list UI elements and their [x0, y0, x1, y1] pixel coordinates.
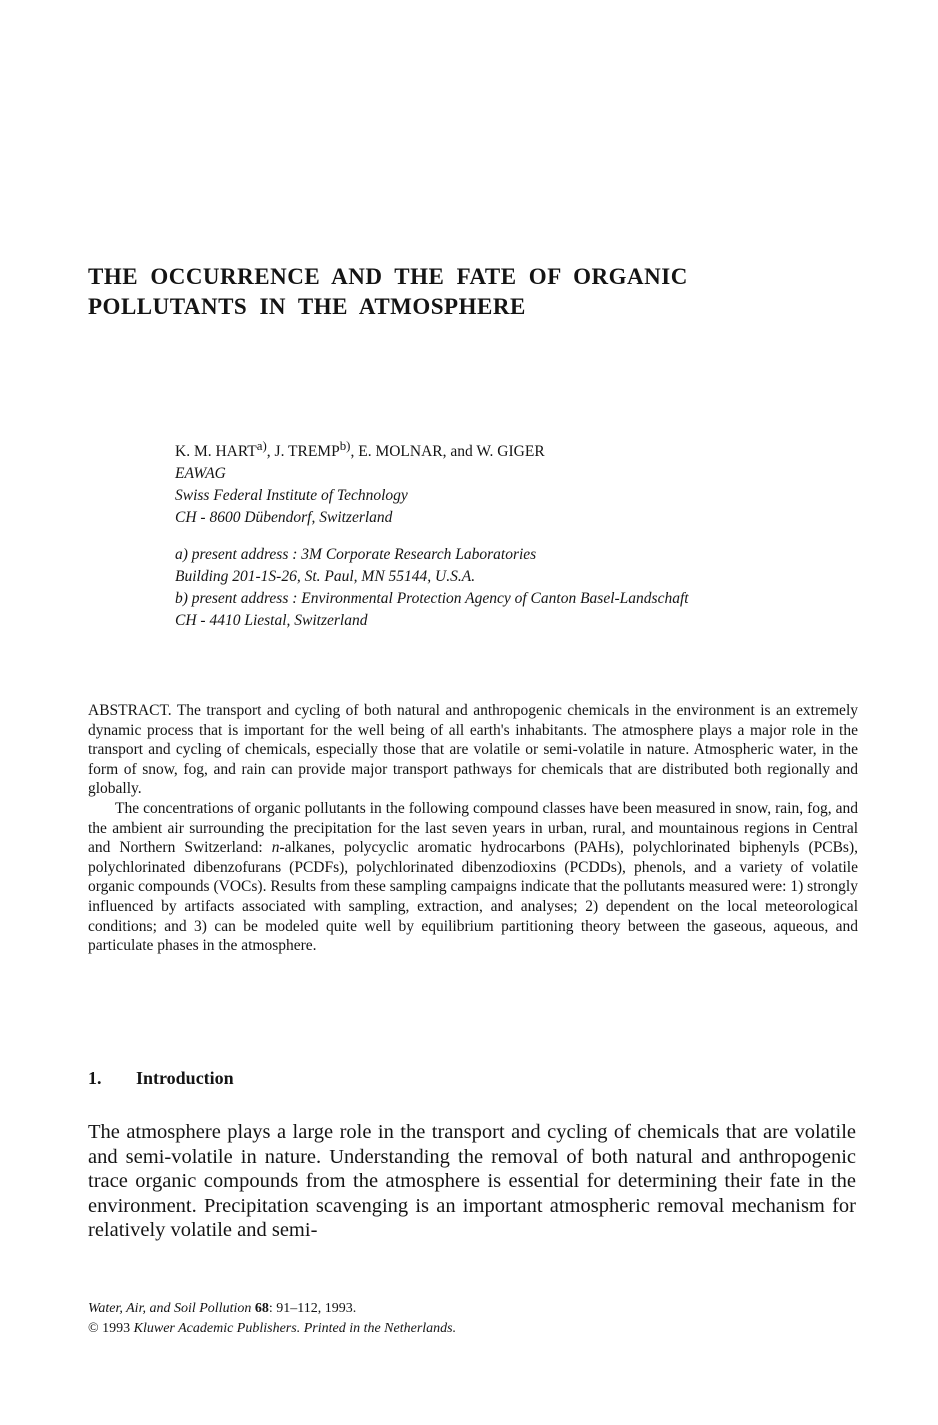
address-line: b) present address : Environmental Protection Agency of Canton Basel-Landschaft: [175, 590, 689, 607]
copyright-icon: ©: [88, 1321, 99, 1336]
abstract-paragraph-1: ABSTRACT. The transport and cycling of both natural and anthropogenic chemicals in the environment is an extremely dynamic process that is important for the well being of all earth's inhabitants. The atmosphere plays a major role in the transport and cycling of chemicals, especially those that are volatile or semi-volatile in nature. Atmospheric water, in the form of snow, fog, and rain can provide major transport pathways for chemicals that are distributed both regionally and globally.: [88, 702, 858, 798]
address-line: Building 201-1S-26, St. Paul, MN 55144, U.S.A.: [175, 568, 476, 585]
abstract-p2-text-cont: -alkanes, polycyclic aromatic hydrocarbons (PAHs), polychlorinated biphenyls (PCBs), polychlorinated dibenzofurans (PCDFs), polychlorinated dibenzodioxins (PCDDs), phenols, and a variety of volatile organic compounds (VOCs). Results from these sampling campaigns indicate that the pollutants measured were: 1) strongly influenced by artifacts associated with sampling, extraction, and analyses; 2) dependent on the local meteorological conditions; and 3) can be modeled quite well by equilibrium partitioning theory between the gaseous, aqueous, and particulate phases in the atmosphere.: [88, 839, 858, 955]
section-number: 1.: [88, 1068, 102, 1088]
journal-pages-year: : 91–112, 1993.: [268, 1301, 357, 1316]
address-line: a) present address : 3M Corporate Research Laboratories: [175, 546, 537, 563]
publisher-line: Kluwer Academic Publishers. Printed in the Netherlands.: [133, 1321, 457, 1336]
section-heading-introduction: [88, 1068, 234, 1089]
journal-name: Water, Air, and Soil Pollution: [88, 1301, 252, 1316]
author-others: , E. MOLNAR, and W. GIGER: [350, 443, 545, 461]
footnote-marker-b: b): [339, 438, 351, 453]
abstract-p2-text: The concentrations of organic pollutants in the following compound classes have been measured in snow, rain, fog, and the ambient air surrounding the precipitation for the last seven years in urban, rural, and mountainous regions in Central and Northern Switzerland:: [88, 799, 858, 857]
author-tremp: , J. TREMP: [266, 443, 340, 461]
present-addresses: [175, 544, 875, 632]
journal-citation: [88, 1299, 788, 1319]
abstract: [88, 701, 858, 956]
copyright-year: 1993: [102, 1321, 131, 1336]
paper-title: [88, 262, 848, 322]
author-list: [175, 435, 875, 463]
copyright-line: [88, 1319, 788, 1339]
footnote-marker-a: a): [256, 438, 267, 453]
affiliation-line: CH - 8600 Dübendorf, Switzerland: [175, 509, 393, 527]
title-line-1: THE OCCURRENCE AND THE FATE OF ORGANIC: [88, 264, 688, 289]
affiliation-line: EAWAG: [175, 465, 226, 483]
abstract-paragraph-2: [88, 799, 858, 956]
citation-footer: [88, 1299, 788, 1339]
title-line-2: POLLUTANTS IN THE ATMOSPHERE: [88, 294, 526, 319]
introduction-paragraph: The atmosphere plays a large role in the transport and cycling of chemicals that are volatile and semi-volatile in nature. Understanding the removal of both natural and anthropogenic trace organic compounds from the atmosphere is essential for determining their fate in the environment. Precipitation scavenging is an important atmospheric removal mechanism for relatively volatile and semi-: [88, 1121, 856, 1241]
affiliation-line: Swiss Federal Institute of Technology: [175, 487, 408, 505]
journal-volume: 68: [254, 1301, 269, 1316]
authors-affiliation: [175, 435, 875, 529]
address-line: CH - 4410 Liestal, Switzerland: [175, 612, 368, 629]
author-hart: K. M. HART: [175, 443, 257, 461]
section-title: Introduction: [136, 1068, 234, 1088]
italic-n: n: [271, 839, 280, 857]
